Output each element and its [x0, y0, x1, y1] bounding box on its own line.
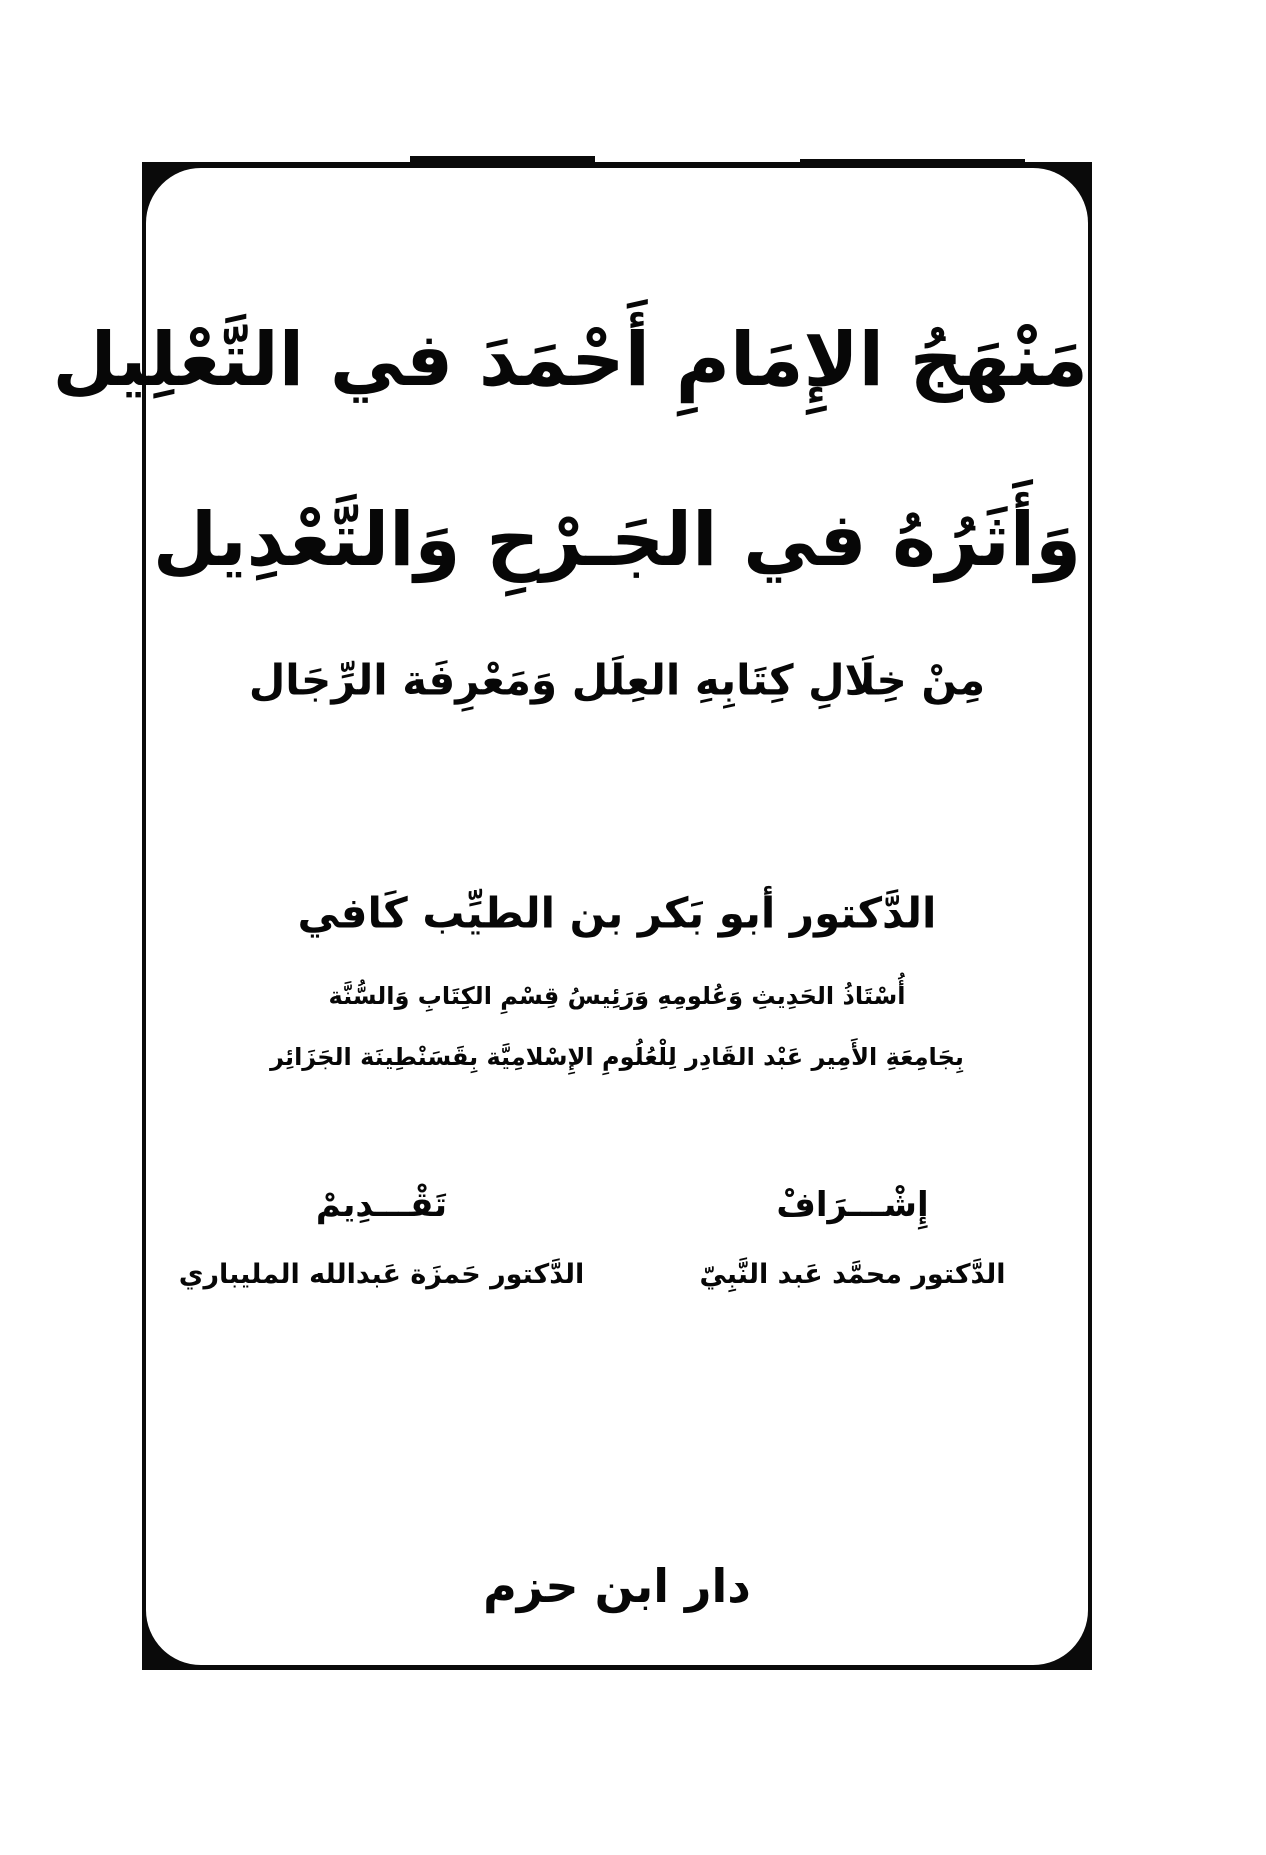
book-subtitle: مِنْ خِلَالِ كِتَابِهِ العِلَل وَمَعْرِفَة الرِّجَال — [248, 655, 986, 705]
author-name: الدَّكتور أبو بَكر بن الطيِّب كَافي — [297, 888, 937, 938]
author-role-line-2: بِجَامِعَةِ الأَمِير عَبْد القَادِر لِلْعُلُومِ الإِسْلامِيَّة بِقَسَنْطِينَة الجَزَائِر — [270, 1043, 964, 1071]
presentation-block — [146, 1180, 617, 1290]
cover-content — [52, 168, 1088, 1665]
supervision-block — [617, 1180, 1088, 1290]
author-role-line-1: أُسْتَاذُ الحَدِيثِ وَعُلومِهِ وَرَئِيسُ قِسْمِ الكِتَابِ وَالسُّنَّة — [328, 982, 906, 1010]
presentation-label: تَقْـــدِيمْ — [315, 1185, 448, 1225]
book-title-line-2: وَأَثَرُهُ في الجَـرْحِ وَالتَّعْدِيل — [152, 497, 1082, 583]
presentation-name: الدَّكتور حَمزَة عَبدالله المليباري — [178, 1259, 585, 1290]
supervision-name: الدَّكتور محمَّد عَبد النَّبِيّ — [699, 1259, 1006, 1290]
book-title-line-1: مَنْهَجُ الإِمَامِ أَحْمَدَ في التَّعْلِيل — [52, 317, 1088, 403]
publisher-imprint: دار ابن حزم — [483, 1559, 751, 1613]
cover-border-frame — [52, 162, 1092, 1670]
cover-inner-panel — [52, 168, 1088, 1665]
supervision-label: إِشْـــرَافْ — [776, 1185, 929, 1225]
